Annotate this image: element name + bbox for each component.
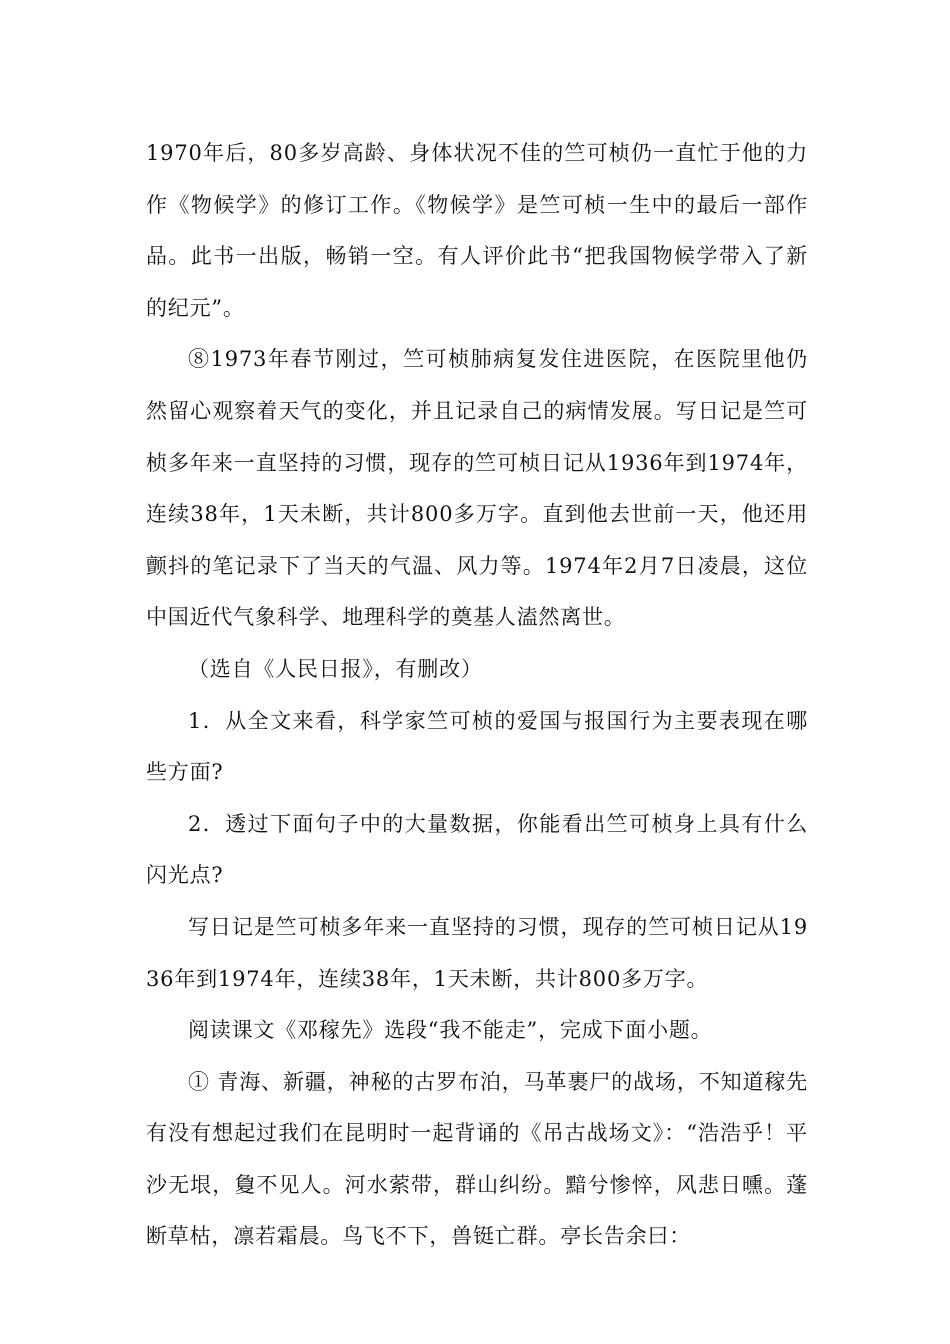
quoted-sentence: 写日记是竺可桢多年来一直坚持的习惯，现存的竺可桢日记从1936年到1974年，连续38年，1天未断，共计800多万字。: [146, 914, 808, 991]
source-citation: （选自《人民日报》，有删改）: [188, 656, 483, 681]
question-1: 1．从全文来看，科学家竺可桢的爱国与报国行为主要表现在哪些方面?: [146, 708, 808, 785]
paragraph-1973-diary: ⑧1973年春节刚过，竺可桢肺病复发住进医院，在医院里他仍然留心观察着天气的变化，并且记录自己的病情发展。写日记是竺可桢多年来一直坚持的习惯，现存的竺可桢日记从1936年到1974年，连续38年，1天未断，共计800多万字。直到他去世前一天，他还用颤抖的笔记录下了当天的气温、风力等。1974年2月7日凌晨，这位中国近代气象科学、地理科学的奠基人溘然离世。: [146, 347, 808, 630]
paragraph-wuhouxue: 1970年后，80多岁高龄、身体状况不佳的竺可桢仍一直忙于他的力作《物候学》的修订工作。《物候学》是竺可桢一生中的最后一部作品。此书一出版，畅销一空。有人评价此书“把我国物候学带入了新的纪元”。: [146, 141, 808, 320]
document-body: [146, 128, 808, 1263]
reading-instruction: 阅读课文《邓稼先》选段“我不能走”，完成下面小题。: [188, 1018, 713, 1043]
passage-paragraph-1: ① 青海、新疆，神秘的古罗布泊，马革裹尸的战场，不知道稼先有没有想起过我们在昆明时一起背诵的《吊古战场文》：“浩浩乎！平沙无垠，敻不见人。河水萦带，群山纠纷。黯兮惨悴，风悲日曛。蓬断草枯，凛若霜晨。鸟飞不下，兽铤亡群。亭长告余曰：: [146, 1069, 808, 1249]
question-2: 2．透过下面句子中的大量数据，你能看出竺可桢身上具有什么闪光点?: [146, 811, 808, 888]
